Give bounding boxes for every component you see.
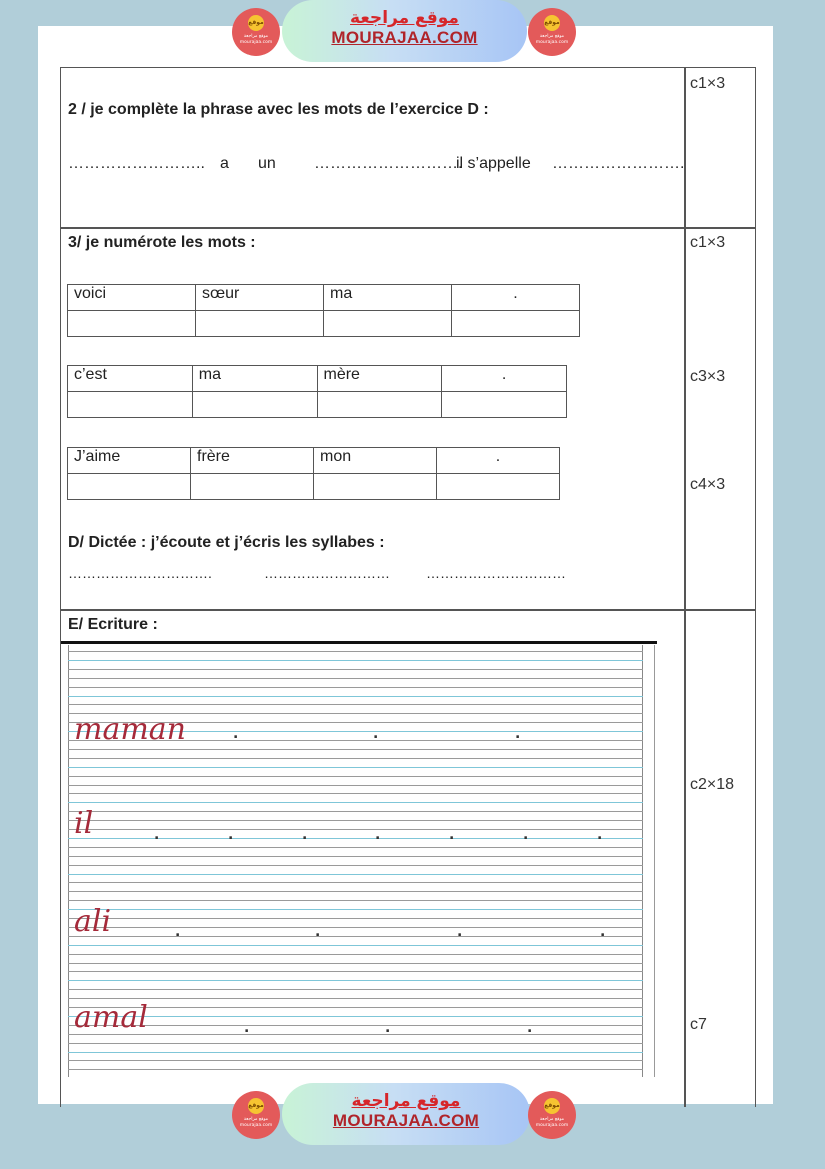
ruling-line — [68, 651, 643, 652]
guide-dot: . — [597, 827, 603, 843]
section-divider — [60, 227, 756, 229]
section2-title: 2 / je complète la phrase avec les mots de l’exercice D : — [68, 101, 489, 118]
ruling-line — [68, 865, 643, 866]
ruling-line — [68, 776, 643, 777]
word-cell: J’aime — [68, 448, 191, 474]
site-name-latin: MOURAJAA.COM — [332, 1111, 480, 1130]
score-label: c4×3 — [690, 476, 726, 493]
number-cell[interactable] — [437, 474, 560, 500]
ruling-line — [68, 1016, 643, 1017]
number-cell[interactable] — [68, 311, 196, 337]
ruling-line — [68, 1069, 643, 1070]
ruling-line — [68, 1043, 643, 1044]
ruling-line — [68, 936, 643, 937]
word-a: a — [220, 155, 229, 172]
site-logo-icon: موقع موقع مراجعة mourajaa.com — [232, 8, 280, 56]
guide-dot: . — [228, 827, 234, 843]
blank-2: ………………………. — [314, 155, 463, 172]
ruling-line — [68, 1025, 643, 1026]
word-cell: ma — [324, 285, 452, 311]
ruling-line — [68, 874, 643, 875]
ruling-line — [68, 882, 643, 883]
guide-dot: . — [515, 726, 521, 742]
section-rule — [61, 641, 657, 644]
site-banner-link[interactable] — [282, 1083, 530, 1145]
number-cell[interactable] — [442, 392, 567, 418]
ruling-line — [68, 909, 643, 910]
guide-dot: . — [375, 827, 381, 843]
watermark-top — [232, 0, 577, 62]
word-cell: mère — [317, 366, 442, 392]
ruling-line — [68, 980, 643, 981]
ruling-line — [68, 856, 643, 857]
ruling-line — [68, 900, 643, 901]
ruling-line — [68, 669, 643, 670]
number-cell[interactable] — [68, 474, 191, 500]
word-cell: mon — [314, 448, 437, 474]
word-table-3 — [67, 447, 560, 500]
guide-dot: . — [315, 924, 321, 940]
site-logo-icon: موقع موقع مراجعة mourajaa.com — [232, 1091, 280, 1139]
guide-dot: . — [600, 924, 606, 940]
ruling-line — [68, 989, 643, 990]
ruling-line — [68, 998, 643, 999]
number-cell[interactable] — [192, 392, 317, 418]
guide-dot: . — [457, 924, 463, 940]
guide-dot: . — [373, 726, 379, 742]
ruling-line — [68, 945, 643, 946]
section3-title: 3/ je numérote les mots : — [68, 234, 256, 251]
ruling-line — [68, 785, 643, 786]
number-cell[interactable] — [324, 311, 452, 337]
ruling-line — [68, 660, 643, 661]
site-logo-icon: موقع موقع مراجعة mourajaa.com — [528, 1091, 576, 1139]
score-label: c7 — [690, 1016, 707, 1033]
guide-dot: . — [244, 1020, 250, 1036]
ecriture-title: E/ Ecriture : — [68, 616, 158, 633]
guide-dot: . — [302, 827, 308, 843]
dictee-blank-3: ………………………… — [426, 565, 566, 581]
section-divider — [60, 609, 756, 611]
number-cell[interactable] — [196, 311, 324, 337]
word-un: un — [258, 155, 276, 172]
ruling-line — [68, 767, 643, 768]
word-cell: ma — [192, 366, 317, 392]
number-cell[interactable] — [191, 474, 314, 500]
blank-3: ……………………. — [552, 155, 685, 172]
guide-dot: . — [385, 1020, 391, 1036]
word-cell: voici — [68, 285, 196, 311]
guide-dot: . — [527, 1020, 533, 1036]
ruling-line — [68, 678, 643, 679]
number-cell[interactable] — [314, 474, 437, 500]
guide-dot: . — [154, 827, 160, 843]
blank-1: …………………….. — [68, 155, 205, 172]
ruling-line — [68, 687, 643, 688]
number-cell[interactable] — [68, 392, 193, 418]
word-cell: . — [452, 285, 580, 311]
guide-dot: . — [175, 924, 181, 940]
margin-line — [654, 645, 655, 1077]
ruling-line — [68, 1052, 643, 1053]
site-name-arabic: موقع مراجعة — [351, 1091, 461, 1111]
cursive-word: ali — [74, 904, 112, 939]
ruling-line — [68, 847, 643, 848]
ruling-line — [68, 954, 643, 955]
ruling-line — [68, 802, 643, 803]
score-label: c3×3 — [690, 368, 726, 385]
site-logo-icon: موقع موقع مراجعة mourajaa.com — [528, 8, 576, 56]
guide-dot: . — [523, 827, 529, 843]
word-il-sappelle: il s’appelle — [456, 155, 531, 172]
ruling-line — [68, 963, 643, 964]
word-cell: frère — [191, 448, 314, 474]
handwriting-lines[interactable] — [68, 645, 643, 1077]
ruling-line — [68, 704, 643, 705]
number-cell[interactable] — [317, 392, 442, 418]
ruling-line — [68, 793, 643, 794]
cursive-word: maman — [74, 712, 186, 747]
site-name-latin: MOURAJAA.COM — [331, 28, 478, 47]
word-cell: . — [437, 448, 560, 474]
dictee-title: D/ Dictée : j’écoute et j’écris les syllabes : — [68, 534, 385, 551]
ruling-line — [68, 749, 643, 750]
cursive-word: il — [74, 806, 94, 841]
ruling-line — [68, 1007, 643, 1008]
site-name-arabic: موقع مراجعة — [350, 8, 459, 28]
watermark-bottom — [232, 1083, 577, 1145]
guide-dot: . — [449, 827, 455, 843]
ruling-line — [68, 758, 643, 759]
ruling-line — [68, 811, 643, 812]
word-table-2 — [67, 365, 567, 418]
score-label: c1×3 — [690, 75, 726, 92]
dictee-blank-2: ……………………… — [264, 565, 390, 581]
ruling-line — [68, 927, 643, 928]
word-cell: . — [442, 366, 567, 392]
cursive-word: amal — [74, 1000, 148, 1035]
ruling-line — [68, 891, 643, 892]
score-label: c2×18 — [690, 776, 735, 793]
word-cell: c’est — [68, 366, 193, 392]
site-banner-link[interactable] — [282, 0, 527, 62]
ruling-line — [68, 696, 643, 697]
ruling-line — [68, 918, 643, 919]
ruling-line — [68, 1034, 643, 1035]
word-table-1 — [67, 284, 580, 337]
ruling-line — [68, 1060, 643, 1061]
number-cell[interactable] — [452, 311, 580, 337]
dictee-blank-1: …………………………. — [68, 565, 212, 581]
guide-dot: . — [233, 726, 239, 742]
score-column-divider — [684, 67, 686, 1107]
word-cell: sœur — [196, 285, 324, 311]
score-label: c1×3 — [690, 234, 726, 251]
ruling-line — [68, 971, 643, 972]
ruling-line — [68, 820, 643, 821]
